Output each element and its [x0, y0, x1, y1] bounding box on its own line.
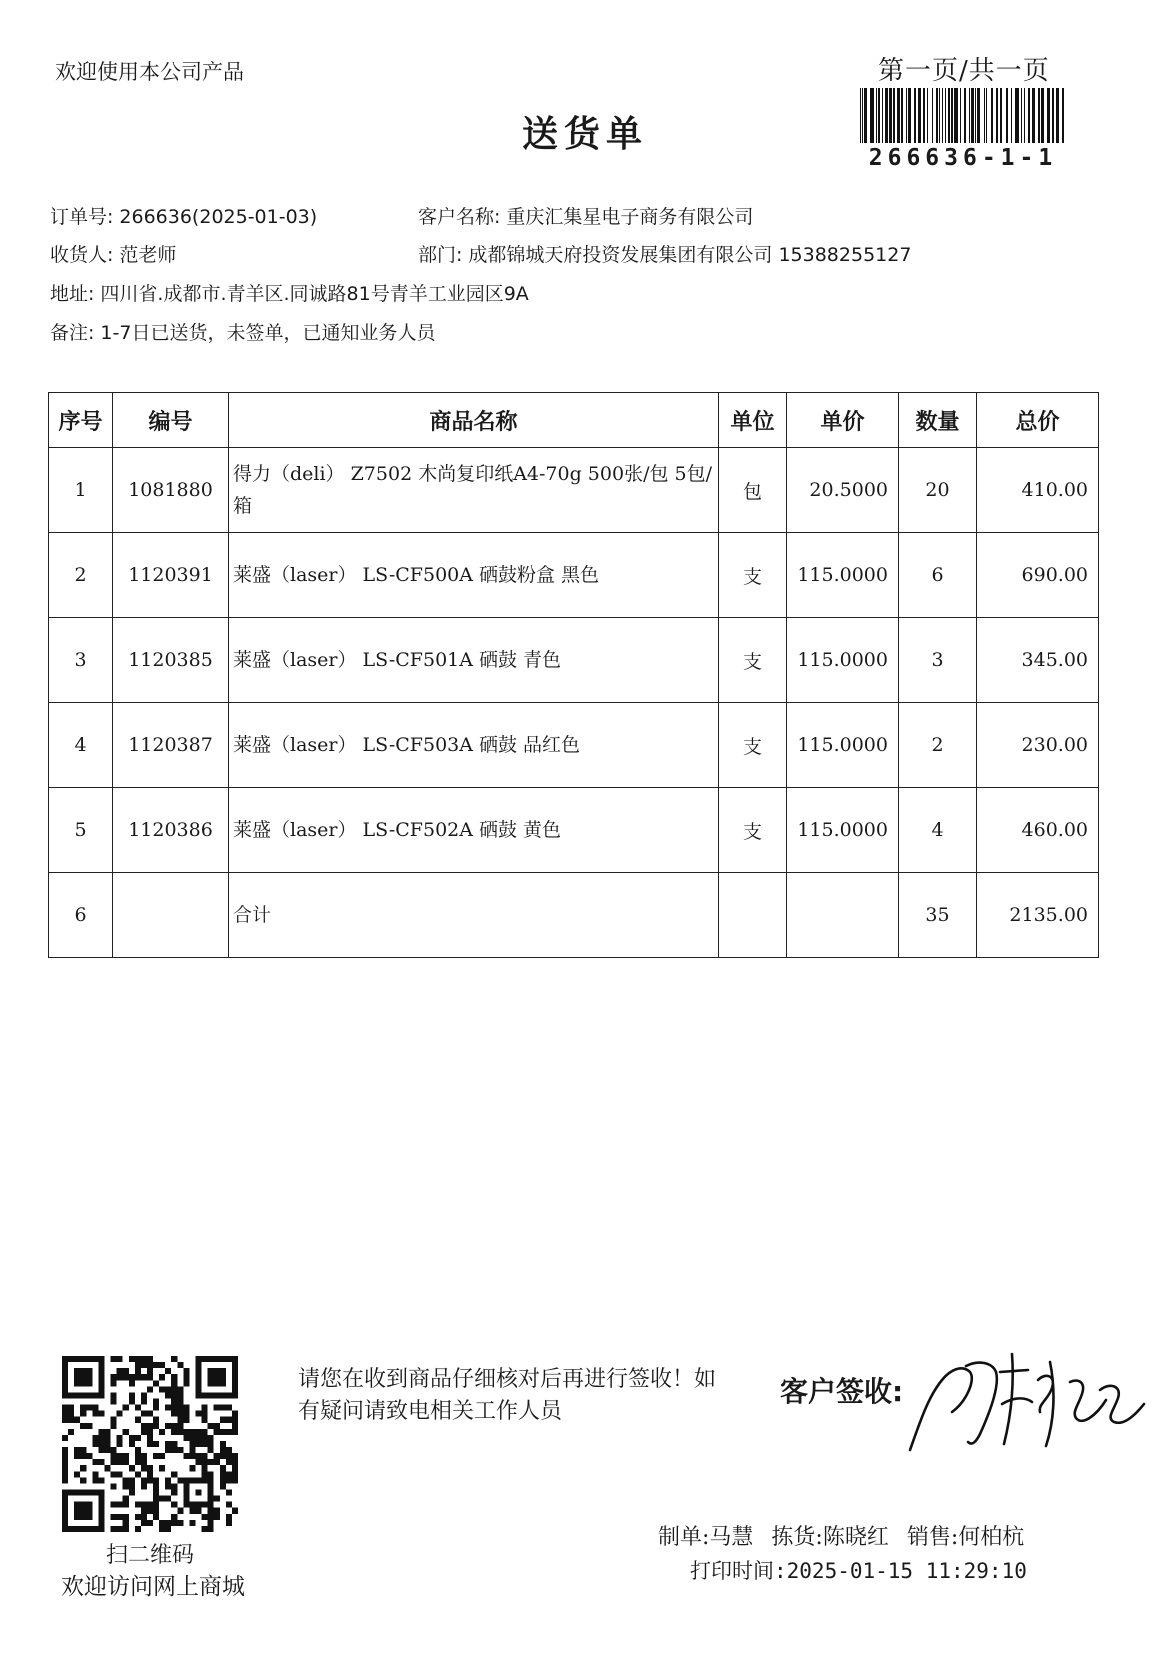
address-value: 四川省.成都市.青羊区.同诚路81号青羊工业园区9A — [100, 283, 529, 305]
cell-unit: 包 — [719, 448, 787, 533]
delivery-items-table — [48, 392, 1099, 958]
table-header-row — [49, 393, 1099, 448]
cell-unit: 支 — [719, 533, 787, 618]
page-title: 送货单 — [521, 114, 648, 155]
receiver-value: 范老师 — [119, 244, 177, 266]
cell-qty: 2 — [899, 703, 977, 788]
department-value: 成都锦城天府投资发展集团有限公司 15388255127 — [468, 244, 912, 266]
cell-price: 20.5000 — [787, 448, 899, 533]
cell-total: 345.00 — [977, 618, 1099, 703]
table-row — [49, 618, 1099, 703]
cell-qty: 35 — [899, 873, 977, 958]
staff-info — [658, 1520, 1042, 1551]
cell-qty: 4 — [899, 788, 977, 873]
table-row — [49, 448, 1099, 533]
cell-total: 230.00 — [977, 703, 1099, 788]
cell-seq: 4 — [49, 703, 113, 788]
cell-qty: 20 — [899, 448, 977, 533]
remark-label: 备注: — [50, 322, 95, 344]
cell-seq: 2 — [49, 533, 113, 618]
header-total: 总价 — [977, 393, 1099, 448]
qr-code — [62, 1356, 238, 1532]
salesperson: 销售:何柏杭 — [906, 1525, 1025, 1550]
cell-name: 莱盛（laser） LS-CF501A 硒鼓 青色 — [229, 618, 719, 703]
welcome-text: 欢迎使用本公司产品 — [55, 60, 244, 84]
document-maker: 制单:马慧 — [658, 1525, 754, 1550]
cell-name: 合计 — [229, 873, 719, 958]
header-name: 商品名称 — [229, 393, 719, 448]
cell-unit: 支 — [719, 618, 787, 703]
handwritten-signature — [900, 1342, 1150, 1457]
picker: 拣货:陈晓红 — [771, 1525, 889, 1550]
order-number — [50, 202, 317, 229]
cell-seq: 5 — [49, 788, 113, 873]
barcode — [858, 88, 1068, 143]
print-time: 打印时间:2025-01-15 11:29:10 — [690, 1559, 1027, 1583]
cell-qty: 6 — [899, 533, 977, 618]
table-row — [49, 533, 1099, 618]
qr-caption: 扫二维码 — [105, 1543, 194, 1568]
remark-value: 1-7日已送货，未签单，已通知业务人员 — [100, 322, 436, 344]
cell-qty: 3 — [899, 618, 977, 703]
cell-code: 1081880 — [113, 448, 229, 533]
cell-name: 莱盛（laser） LS-CF503A 硒鼓 品红色 — [229, 703, 719, 788]
cell-price — [787, 873, 899, 958]
cell-unit — [719, 873, 787, 958]
cell-total: 690.00 — [977, 533, 1099, 618]
department-label: 部门: — [418, 244, 463, 266]
table-row — [49, 703, 1099, 788]
cell-unit: 支 — [719, 788, 787, 873]
table-total-row — [49, 873, 1099, 958]
qr-caption-shop: 欢迎访问网上商城 — [61, 1574, 245, 1600]
cell-code: 1120386 — [113, 788, 229, 873]
receiver-label: 收货人: — [50, 244, 114, 266]
customer-name — [418, 202, 753, 229]
cell-code: 1120391 — [113, 533, 229, 618]
cell-code — [113, 873, 229, 958]
order-number-label: 订单号: — [50, 206, 114, 228]
header-price: 单价 — [787, 393, 899, 448]
customer-name-value: 重庆汇集星电子商务有限公司 — [506, 206, 754, 228]
cell-total: 2135.00 — [977, 873, 1099, 958]
header-seq: 序号 — [49, 393, 113, 448]
remark — [50, 318, 435, 345]
verification-notice: 请您在收到商品仔细核对后再进行签收！如有疑问请致电相关工作人员 — [298, 1367, 717, 1424]
cell-seq: 1 — [49, 448, 113, 533]
address-label: 地址: — [50, 283, 95, 305]
header-unit: 单位 — [719, 393, 787, 448]
cell-price: 115.0000 — [787, 703, 899, 788]
department — [418, 240, 911, 267]
cell-price: 115.0000 — [787, 533, 899, 618]
receiver — [50, 240, 176, 267]
cell-name: 莱盛（laser） LS-CF502A 硒鼓 黄色 — [229, 788, 719, 873]
table-row — [49, 788, 1099, 873]
cell-name: 莱盛（laser） LS-CF500A 硒鼓粉盒 黑色 — [229, 533, 719, 618]
customer-name-label: 客户名称: — [418, 206, 501, 228]
cell-price: 115.0000 — [787, 618, 899, 703]
cell-seq: 6 — [49, 873, 113, 958]
cell-price: 115.0000 — [787, 788, 899, 873]
cell-unit: 支 — [719, 703, 787, 788]
cell-total: 410.00 — [977, 448, 1099, 533]
page-indicator: 第一页/共一页 — [878, 56, 1050, 86]
customer-signature-label: 客户签收: — [780, 1375, 904, 1408]
cell-code: 1120385 — [113, 618, 229, 703]
header-code: 编号 — [113, 393, 229, 448]
order-number-value: 266636(2025-01-03) — [119, 206, 318, 228]
header-qty: 数量 — [899, 393, 977, 448]
address — [50, 279, 529, 306]
cell-code: 1120387 — [113, 703, 229, 788]
barcode-number: 266636-1-1 — [868, 145, 1058, 171]
cell-name: 得力（deli） Z7502 木尚复印纸A4-70g 500张/包 5包/箱 — [229, 448, 719, 533]
cell-total: 460.00 — [977, 788, 1099, 873]
cell-seq: 3 — [49, 618, 113, 703]
